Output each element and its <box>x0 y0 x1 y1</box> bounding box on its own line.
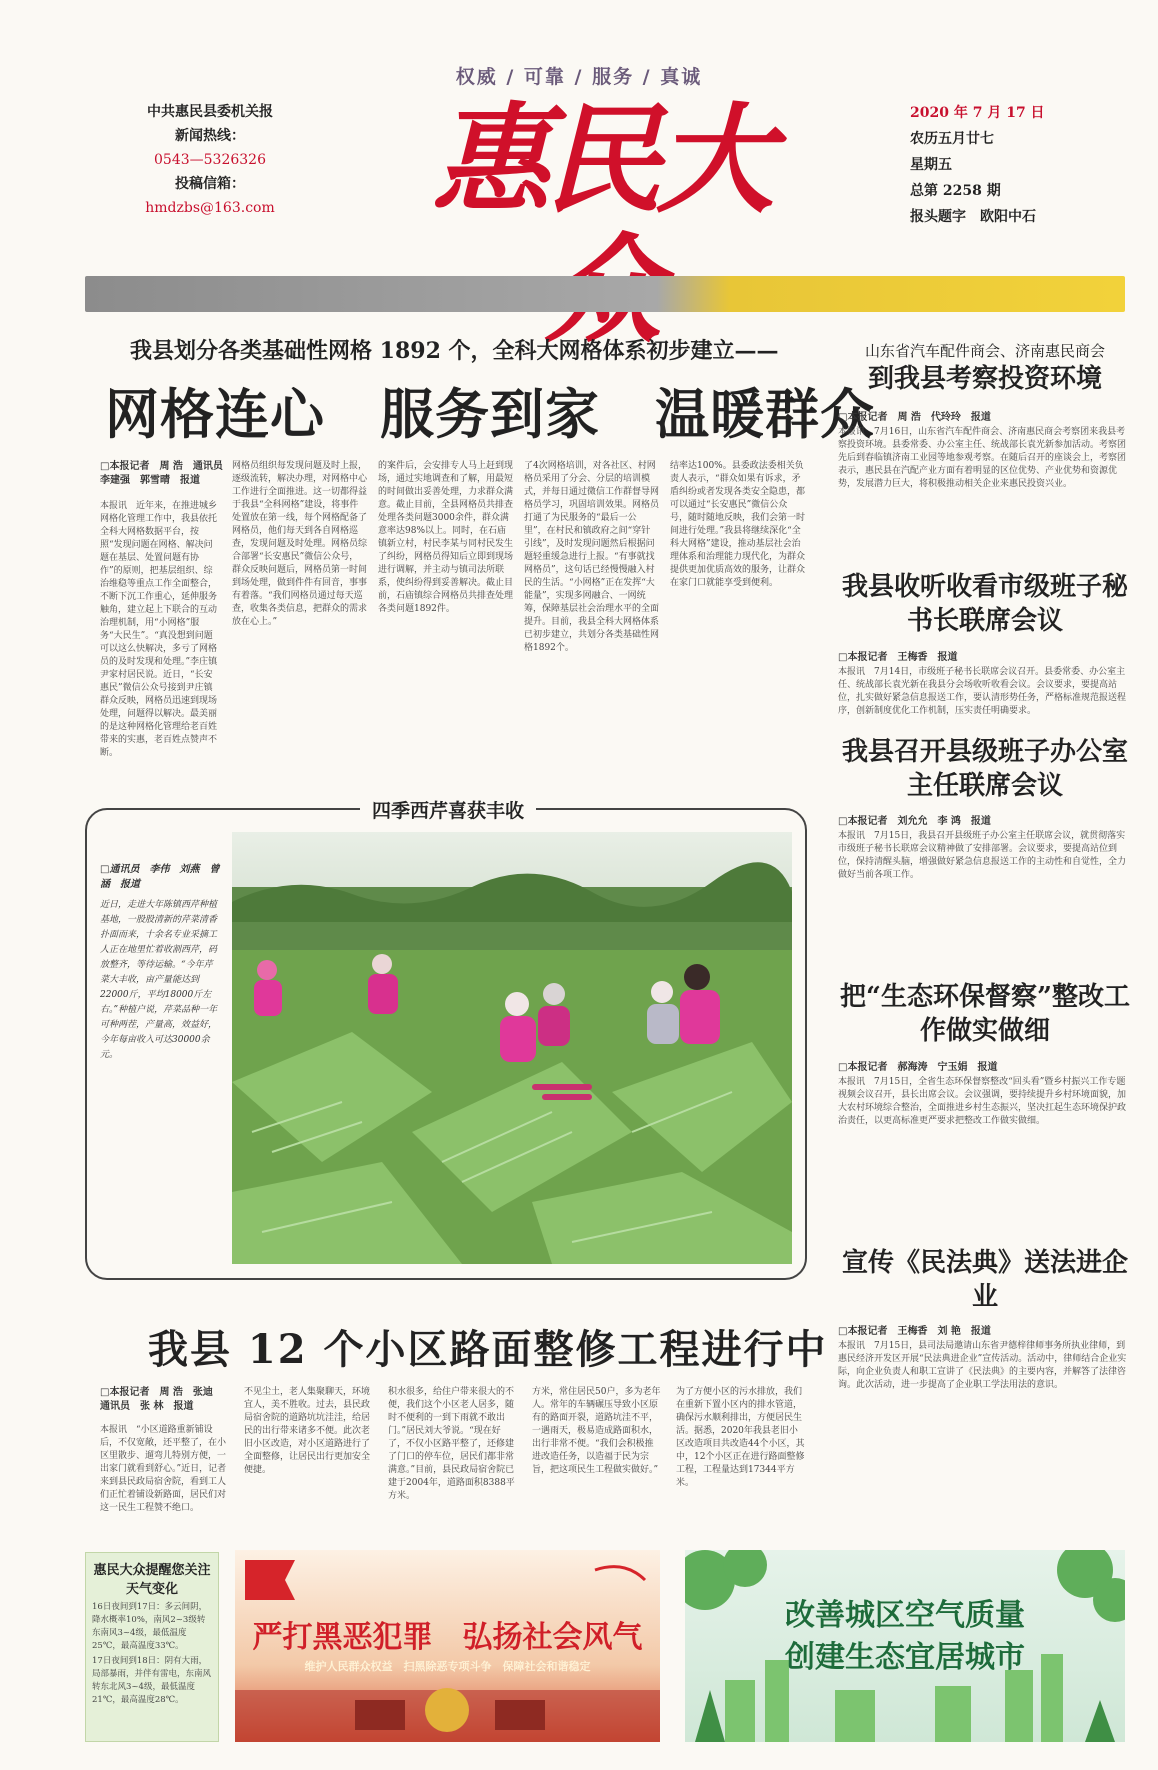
story2-column-5: 为了方便小区的污水排放，我们在重新下置小区内的排水管道，确保污水顺利排出，方便居民生活。据悉，2020年我县老旧小区改造项目共改造44个小区，其中，12个小区正在进行路面整修工程，工程量达到17344平方米。 <box>676 1387 805 1488</box>
photo-story-text: 近日，走进大年陈镇西芹种植基地，一股股清新的芹菜清香扑面而来，十余名专业采摘工人正在地里忙着收割西芹，码放整齐，等待运输。“今年芹菜大丰收，亩产量能达到22000斤，平均18000斤左右。”种植户说，芹菜品种一年可种两茬，产量高，效益好，今年每亩收入可达30000余元。 <box>100 900 218 1060</box>
side2-body: 本报讯 7月14日，市级班子秘书长联席会议召开。县委常委、办公室主任、统战部长袁光新在我县分会场收听收看会议。会议要求，要提高站位，扎实做好紧急信息报送工作，要认清形势任务，严格标准规范报送程序，创新制度优化工作机制，压实责任明确要求。 <box>838 667 1127 716</box>
celery-field-illustration <box>232 832 792 1264</box>
anti-crime-subline: 维护人民群众权益 扫黑除恶专项斗争 保障社会和谐稳定 <box>304 1660 591 1673</box>
lead-headline[interactable]: 网格连心 服务到家 温暖群众 <box>105 383 875 446</box>
lead-column-2: 网格员组织每发现问题及时上报，逐级流转，解决办理，对网格中心工作进行全面推进。这一切都得益于我县“全科网格”建设，将事件处置放在第一线，每个网格配备了网格员，他们每天到各自网格巡查，发现问题及时处理。网格员综合部署“长安惠民”微信公众号，群众反映问题后，网格员第一时间到场处理，做到件件有回音，事事有着落。“我们网格员通过每天巡查，收集各类信息，把群众的需求放在心上。” <box>232 461 367 627</box>
calligraphy-credit: 报头题字 欧阳中石 <box>910 209 1036 225</box>
anti-crime-banner[interactable] <box>235 1550 660 1742</box>
publisher: 中共惠民县委机关报 <box>147 104 273 120</box>
lead-column-1: 本报讯 近年来，在推进城乡网格化管理工作中，我县依托全科大网格数据平台，按照“发现问题在网格、解决问题在基层、处置问题有协作”的原则，把基层组织、综治维稳等重点工作全面整合，不断下沉工作重心，延伸服务触角，建立起上下联合的互动治理机制，用“小网格”服务“大民生”。“真没想到问题可以这么快解决，多亏了网格员的及时发现和处理。”李庄镇尹家村居民说。近日，“长安惠民”微信公众号接到尹庄镇群众反映，网格员迅速到现场处理，问题得以解决。最美丽的是这种网格化管理给老百姓带来的实惠，老百姓点赞声不断。 <box>100 501 218 758</box>
lead-byline: □本报记者 周 浩 通讯员 李建强 郭雪晴 报道 <box>100 461 233 486</box>
lead-column-5: 结率达100%。县委政法委相关负责人表示，“群众如果有诉求，矛盾纠纷或者发现各类安全隐患，都可以通过“长安惠民”微信公众号，随时随地反映，我们会第一时间进行处理。”我县将继续深化“全科大网格”建设，推动基层社会治理体系和治理能力现代化，为群众提供更加优质高效的服务，让群众在家门口就能享受到便利。 <box>670 461 805 588</box>
weather-title: 惠民大众提醒您关注天气变化 <box>93 1563 211 1597</box>
email-link[interactable]: hmdzbs@163.com <box>145 200 275 216</box>
photo-story-caption <box>100 862 220 1063</box>
side5-body: 本报讯 7月15日，县司法局邀请山东省尹德梓律师事务所执业律师，到惠民经济开发区开展“民法典进企业”宣传活动。活动中，律师结合企业实际，向企业负责人和职工宣讲了《民法典》的主要内容，并解答了法律咨询。此次活动，进一步提高了企业职工学法用法的意识。 <box>838 1341 1127 1390</box>
side3-title[interactable]: 我县召开县级班子办公室主任联席会议 <box>841 737 1128 801</box>
side5-byline: □本报记者 王梅香 刘 艳 报道 <box>838 1326 991 1337</box>
side2-byline: □本报记者 王梅香 报道 <box>838 652 958 663</box>
side5-title[interactable]: 宣传《民法典》送法进企业 <box>841 1248 1128 1312</box>
story2-column-1: 本报讯 “小区道路重新铺设后，不仅宽敞，还平整了，在小区里散步、遛弯儿特别方便，一出家门就看到舒心。”近日，记者来到县民政局宿舍院，看到工人们正忙着铺设新路面，居民们对这一民生工程赞不绝口。 <box>100 1425 227 1513</box>
weather-day1: 16日夜间到17日：多云间阴，降水概率10%，南风2~3级转东南风3~4级，最低温度25℃，最高温度33℃。 <box>92 1602 208 1651</box>
story2-headline[interactable]: 我县 12 个小区路面整修工程进行中 <box>148 1326 828 1373</box>
newspaper-logo: 惠民大 <box>431 90 768 229</box>
air-quality-slogan: 改善城区空气质量 <box>785 1598 1025 1633</box>
celery-harvest-photo[interactable] <box>232 832 792 1264</box>
lead-kicker: 我县划分各类基础性网格 1892 个，全科大网格体系初步建立—— <box>130 338 779 364</box>
submission-label: 投稿信箱： <box>175 176 245 192</box>
side1-kicker: 山东省汽车配件商会、济南惠民商会 <box>864 342 1105 360</box>
weather-day2: 17日夜间到18日：阴有大雨，局部暴雨，并伴有雷电，东南风转东北风3~4级，最低温度21℃，最高温度28℃。 <box>92 1656 212 1705</box>
story2-column-3: 积水很多，给住户带来很大的不便，我们这个小区老人居多，随时不便利的一到下雨就不敢出门。”居民刘大爷说。“现在好了，不仅小区路平整了，还修建了门口的停车位，居民们都非常满意。”目前，县民政局宿舍院已建于2004年，道路面积8388平方米。 <box>388 1387 515 1501</box>
issue-info <box>910 100 1070 230</box>
anti-crime-slogan: 严打黑恶犯罪 弘扬社会风气 <box>252 1620 643 1655</box>
story2-column-2: 不见尘土，老人集聚聊天，环境宜人，美不胜收。过去，县民政局宿舍院的道路坑坑洼洼，给居民的出行带来诸多不便。此次老旧小区改造，对小区道路进行了全面整修，让居民出行更加安全便捷。 <box>244 1387 371 1475</box>
masthead-slogan: 权威 / 可靠 / 服务 / 真诚 <box>455 66 703 88</box>
lead-column-3: 的案件后，会安排专人马上赶到现场，通过实地调查和了解，用最短的时间做出妥善处理，力求群众满意。截止目前，全县网格员共排查处理各类问题3000余件，群众满意率达98%以上。同时，在石庙镇新立村，村民李某与同村民发生了纠纷，网格员得知后立即到现场进行调解，并主动与镇司法所联系，使纠纷得到妥善解决。截止目前，石庙镇综合网格员共排查处理各类问题1892件。 <box>378 461 513 614</box>
photo-story-title[interactable]: 四季西芹喜获丰收 <box>360 796 536 823</box>
weekday: 星期五 <box>910 157 952 173</box>
side4-byline: □本报记者 郝海涛 宁玉娟 报道 <box>838 1062 998 1073</box>
side4-title[interactable]: 把“生态环保督察”整改工作做实做细 <box>840 982 1130 1046</box>
side1-title[interactable]: 到我县考察投资环境 <box>867 364 1102 394</box>
hotline-number[interactable]: 0543—5326326 <box>154 152 266 168</box>
lead-column-4: 了4次网格培训，对各社区、村网格员采用了分会、分层的培训模式，并每日通过微信工作群督导网格员学习，巩固培训效果。网格员打通了为民服务的“最后一公里”，在村民和镇政府之间“穿针引线”，及时发现问题然后根据问题轻重缓急进行上报。“有事就找网格员”，这句话已经慢慢融入村民的生活。“小网格”正在发挥“大能量”，实现多网融合、一网统筹，保障基层社会治理水平的全面提升。目前，我县全科大网格体系已初步建立，共划分各类基础性网格1892个。 <box>524 461 659 653</box>
story2-byline: □本报记者 周 浩 张迪 通讯员 张 林 报道 <box>100 1387 223 1412</box>
story2-column-4: 方米，常住居民50户，多为老年人。常年的车辆碾压导致小区原有的路面开裂，道路坑洼不平，一遇雨天，极易造成路面积水，出行非常不便。“我们会积极推进改造任务，以造福于民为宗旨，把这项民生工程做实做好。” <box>532 1387 661 1475</box>
weather-box <box>85 1552 219 1742</box>
publisher-info <box>120 100 300 220</box>
side1-byline: □本报记者 周 浩 代玲玲 报道 <box>838 412 991 423</box>
side4-body: 本报讯 7月15日，全省生态环保督察整改“回头看”暨乡村振兴工作专题视频会议召开，县长出席会议。会议强调，要持续提升乡村环境面貌，加大农村环境综合整治，全面推进乡村生态振兴，坚决扛起生态环境保护政治责任，以更高标准更严要求把整改工作做实做细。 <box>838 1077 1127 1126</box>
eco-city-slogan: 创建生态宜居城市 <box>785 1640 1025 1675</box>
side2-title[interactable]: 我县收听收看市级班子秘书长联席会议 <box>841 572 1128 636</box>
photo-story-byline: □通讯员 李伟 刘燕 曾涵 报道 <box>100 864 220 890</box>
lunar-date: 农历五月廿七 <box>910 131 994 147</box>
hotline-label: 新闻热线： <box>175 128 245 144</box>
side3-byline: □本报记者 刘允允 李 鸿 报道 <box>838 816 991 827</box>
air-quality-banner[interactable] <box>685 1550 1125 1742</box>
issue-date: 2020 年 7 月 17 日 <box>910 105 1045 121</box>
issue-number: 总第 2258 期 <box>910 183 1001 199</box>
side3-body: 本报讯 7月15日，我县召开县级班子办公室主任联席会议，就贯彻落实市级班子秘书长联席会议精神做了安排部署。会议要求，要提高站位到位，保持清醒头脑，增强做好紧急信息报送工作的主动性和自觉性，全力做好当前各项工作。 <box>838 831 1127 880</box>
header-divider-bar <box>85 276 1125 312</box>
side1-body: 本报讯 7月16日，山东省汽车配件商会、济南惠民商会考察团来我县考察投资环境。县委常委、办公室主任、统战部长袁光新参加活动。考察团先后到春临镇济南工业园等地参观考察。在随后召开的座谈会上，考察团表示，惠民县在汽配产业方面有着明显的区位优势、产业优势和资源优势，发展潜力巨大，将积极推动相关企业来惠民投资兴业。 <box>838 427 1127 489</box>
